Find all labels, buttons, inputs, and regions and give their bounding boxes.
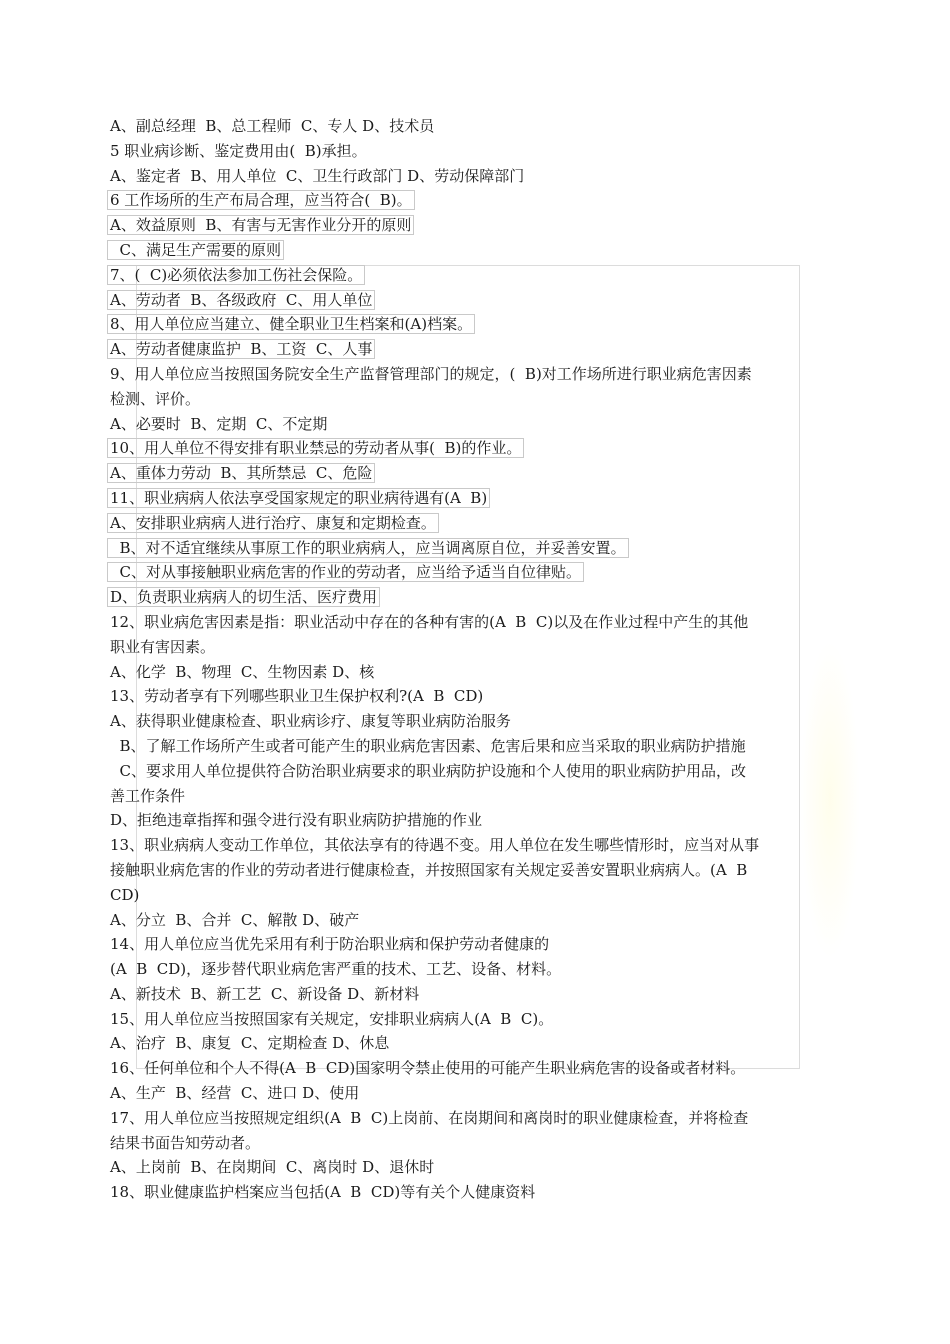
- text-line-content: 7、( C)必须依法参加工伤社会保险。: [107, 265, 365, 285]
- text-line-content: A、劳动者健康监护 B、工资 C、人事: [107, 339, 375, 359]
- text-line: [110, 387, 834, 412]
- text-line: [110, 684, 834, 709]
- text-line: [110, 486, 834, 511]
- text-line: [110, 858, 834, 883]
- text-line-content: 16、任何单位和个人不得(A B CD)国家明令禁止使用的可能产生职业病危害的设备或者材料。: [110, 1059, 746, 1078]
- text-line-content: 6 工作场所的生产布局合理，应当符合( B)。: [107, 190, 415, 210]
- question-list: [110, 114, 834, 1205]
- text-line-content: A、新技术 B、新工艺 C、新设备 D、新材料: [110, 984, 420, 1003]
- text-line-content: 检测、评价。: [110, 389, 201, 408]
- text-line: [110, 461, 834, 486]
- text-line: [110, 982, 834, 1007]
- text-line: [110, 784, 834, 809]
- text-line: [110, 164, 834, 189]
- text-line: [110, 560, 834, 585]
- text-line-content: 13、劳动者享有下列哪些职业卫生保护权利?(A B CD): [110, 687, 484, 706]
- text-line-content: A、治疗 B、康复 C、定期检查 D、休息: [110, 1034, 390, 1053]
- text-line: [110, 932, 834, 957]
- text-line: [110, 1180, 834, 1205]
- text-line-content: A、效益原则 B、有害与无害作业分开的原则: [107, 215, 414, 235]
- text-line: [110, 1056, 834, 1081]
- text-line: [110, 213, 834, 238]
- text-line-content: A、化学 B、物理 C、生物因素 D、核: [110, 662, 375, 681]
- text-line: [110, 312, 834, 337]
- text-line-content: 11、职业病病人依法享受国家规定的职业病待遇有(A B): [107, 488, 490, 508]
- text-line: [110, 585, 834, 610]
- text-line-content: 17、用人单位应当按照规定组织(A B C)上岗前、在岗期间和离岗时的职业健康检查，并将检查: [110, 1108, 749, 1127]
- text-line-content: 8、用人单位应当建立、健全职业卫生档案和(A)档案。: [107, 314, 475, 334]
- text-line: [110, 759, 834, 784]
- text-line-content: A、必要时 B、定期 C、不定期: [110, 414, 328, 433]
- text-line: [110, 635, 834, 660]
- text-line: [110, 412, 834, 437]
- text-line: [110, 709, 834, 734]
- text-line: [110, 1007, 834, 1032]
- text-line-content: 18、职业健康监护档案应当包括(A B CD)等有关个人健康资料: [110, 1183, 536, 1202]
- text-line: [110, 238, 834, 263]
- text-line: [110, 833, 834, 858]
- text-line: [110, 1081, 834, 1106]
- text-line-content: B、对不适宜继续从事原工作的职业病病人，应当调离原自位，并妥善安置。: [107, 538, 629, 558]
- text-line: [110, 610, 834, 635]
- text-line-content: A、生产 B、经营 C、进口 D、使用: [110, 1084, 360, 1103]
- text-line: [110, 1155, 834, 1180]
- text-line-content: A、获得职业健康检查、职业病诊疗、康复等职业病防治服务: [110, 712, 511, 731]
- text-line: [110, 1131, 834, 1156]
- text-line-content: 12、职业病危害因素是指：职业活动中存在的各种有害的(A B C)以及在作业过程中产生的其他: [110, 612, 749, 631]
- text-line-content: B、了解工作场所产生或者可能产生的职业病危害因素、危害后果和应当采取的职业病防护措施: [110, 736, 746, 755]
- text-line-content: A、副总经理 B、总工程师 C、专人 D、技术员: [110, 117, 435, 135]
- text-line-content: 13、职业病病人变动工作单位，其依法享有的待遇不变。用人单位在发生哪些情形时，应当对从事: [110, 836, 760, 855]
- text-line-content: 结果书面告知劳动者。: [110, 1133, 261, 1152]
- text-line-content: 14、用人单位应当优先采用有利于防治职业病和保护劳动者健康的: [110, 935, 550, 954]
- text-line-content: 善工作条件: [110, 786, 186, 805]
- text-line: [110, 883, 834, 908]
- text-line: [110, 114, 834, 139]
- text-line-content: 15、用人单位应当按照国家有关规定，安排职业病病人(A B C)。: [110, 1009, 554, 1028]
- text-line-content: A、安排职业病病人进行治疗、康复和定期检查。: [107, 513, 439, 533]
- text-line-content: A、劳动者 B、各级政府 C、用人单位: [107, 290, 375, 310]
- text-line-content: A、重体力劳动 B、其所禁忌 C、危险: [107, 463, 375, 483]
- text-line-content: D、负责职业病病人的切生活、医疗费用: [107, 587, 380, 607]
- text-line-content: C、满足生产需要的原则: [107, 240, 284, 260]
- text-line: [110, 139, 834, 164]
- text-line-content: 职业有害因素。: [110, 637, 216, 656]
- text-line-content: A、鉴定者 B、用人单位 C、卫生行政部门 D、劳动保障部门: [110, 166, 525, 185]
- text-line-content: CD): [110, 885, 140, 904]
- text-line: [110, 1031, 834, 1056]
- text-line-content: D、拒绝违章指挥和强令进行没有职业病防护措施的作业: [110, 811, 483, 830]
- text-line: [110, 536, 834, 561]
- text-line: [110, 188, 834, 213]
- text-line: [110, 362, 834, 387]
- text-line: [110, 660, 834, 685]
- text-line-content: 10、用人单位不得安排有职业禁忌的劳动者从事( B)的作业。: [107, 438, 524, 458]
- text-line: [110, 511, 834, 536]
- text-line-content: A、分立 B、合并 C、解散 D、破产: [110, 910, 360, 929]
- text-line-content: C、对从事接触职业病危害的作业的劳动者，应当给予适当自位律贴。: [107, 562, 584, 582]
- text-line: [110, 908, 834, 933]
- text-line-content: A、上岗前 B、在岗期间 C、离岗时 D、退休时: [110, 1158, 435, 1177]
- text-line-content: C、要求用人单位提供符合防治职业病要求的职业病防护设施和个人使用的职业病防护用品，改: [110, 761, 747, 780]
- text-line: [110, 337, 834, 362]
- text-line-content: 9、用人单位应当按照国务院安全生产监督管理部门的规定，( B)对工作场所进行职业病危害因素: [110, 364, 752, 383]
- text-line: [110, 1106, 834, 1131]
- text-line-content: 接触职业病危害的作业的劳动者进行健康检查，并按照国家有关规定妥善安置职业病病人。(A B: [110, 860, 748, 879]
- text-line-content: 5 职业病诊断、鉴定费用由( B)承担。: [110, 141, 367, 160]
- text-line: [110, 808, 834, 833]
- text-line: [110, 957, 834, 982]
- text-line: [110, 734, 834, 759]
- text-line: [110, 263, 834, 288]
- text-line-content: (A B CD)，逐步替代职业病危害严重的技术、工艺、设备、材料。: [110, 960, 562, 979]
- text-line: [110, 288, 834, 313]
- text-line: [110, 436, 834, 461]
